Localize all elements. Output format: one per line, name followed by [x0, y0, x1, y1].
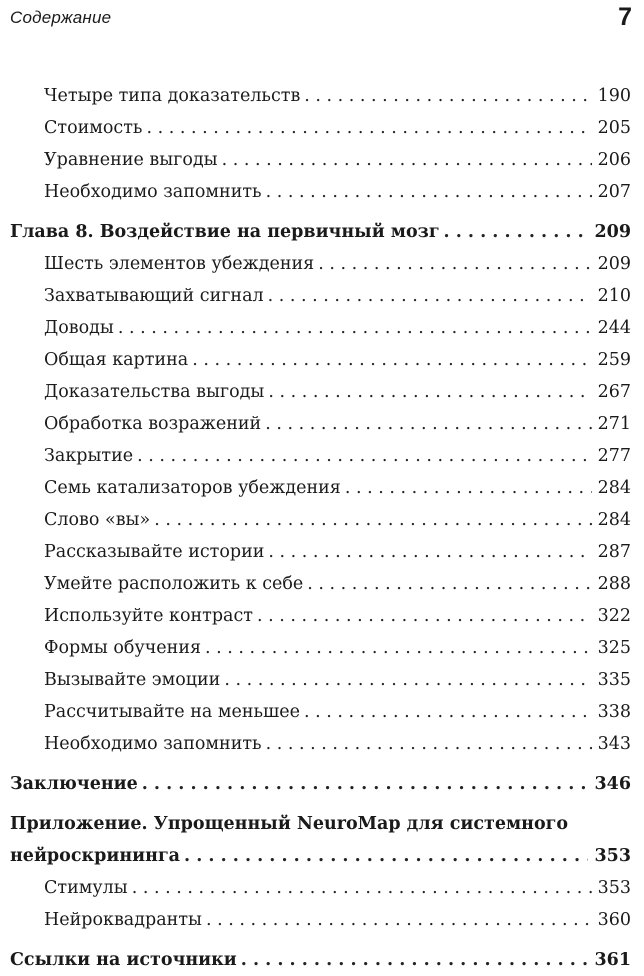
toc-entry[interactable]	[10, 872, 631, 904]
toc-appendix-line2	[10, 840, 631, 872]
toc-entry-title: Умейте расположить к себе	[44, 574, 304, 594]
toc-entry-page: 267	[597, 382, 631, 402]
toc-entry-page: 360	[597, 910, 631, 930]
leader-dots	[304, 696, 592, 728]
toc-entry-title: Общая картина	[44, 350, 189, 370]
toc-entry-title: Рассчитывайте на меньшее	[44, 702, 301, 722]
toc-entry-page: 325	[597, 638, 631, 658]
leader-dots	[222, 144, 592, 176]
leader-dots	[268, 376, 591, 408]
toc-entry[interactable]	[10, 440, 631, 472]
toc-entry-title: Слово «вы»	[44, 510, 151, 530]
leader-dots	[206, 904, 592, 936]
leader-dots	[205, 632, 592, 664]
toc-entry-page: 207	[597, 182, 631, 202]
leader-dots	[268, 280, 592, 312]
toc-entry-title: Нейроквадранты	[44, 910, 202, 930]
toc-entry-title: Закрытие	[44, 446, 134, 466]
toc-entry-title: Четыре типа доказательств	[44, 86, 301, 106]
toc-entry[interactable]	[10, 344, 631, 376]
leader-dots	[224, 664, 591, 696]
page-number: 7	[618, 3, 632, 31]
toc-entry[interactable]	[10, 728, 631, 760]
toc-appendix-title-line1: Приложение. Упрощенный NeuroMap для системного	[10, 814, 569, 834]
toc-entry[interactable]	[10, 112, 631, 144]
leader-dots	[265, 408, 591, 440]
toc-entry-page: 244	[597, 318, 631, 338]
toc-entry-page: 277	[597, 446, 631, 466]
toc-appendix[interactable]	[10, 808, 631, 872]
toc-chapter-page: 353	[594, 846, 631, 866]
toc-entry[interactable]	[10, 280, 631, 312]
toc-conclusion[interactable]	[10, 768, 631, 800]
toc-entry[interactable]	[10, 472, 631, 504]
toc-entry-title: Доводы	[44, 318, 114, 338]
toc-entry-page: 284	[597, 478, 631, 498]
table-of-contents	[10, 80, 631, 976]
leader-dots	[444, 216, 589, 248]
toc-entry-title: Формы обучения	[44, 638, 202, 658]
leader-dots	[192, 344, 591, 376]
toc-appendix-title-line2: нейроскрининга	[10, 846, 181, 866]
toc-entry-title: Семь катализаторов убеждения	[44, 478, 341, 498]
toc-chapter-title: Глава 8. Воздействие на первичный мозг	[10, 222, 440, 242]
toc-entry[interactable]	[10, 80, 631, 112]
toc-entry-title: Стоимость	[44, 118, 143, 138]
toc-entry-page: 209	[597, 254, 631, 274]
toc-entry-page: 353	[597, 878, 631, 898]
toc-entry-page: 338	[597, 702, 631, 722]
leader-dots	[257, 600, 592, 632]
toc-chapter-page: 209	[594, 222, 631, 242]
toc-entry-page: 335	[597, 670, 631, 690]
leader-dots	[304, 80, 591, 112]
leader-dots	[146, 112, 591, 144]
leader-dots	[307, 568, 591, 600]
leader-dots	[154, 504, 591, 536]
toc-entry[interactable]	[10, 504, 631, 536]
leader-dots	[345, 472, 592, 504]
toc-entry[interactable]	[10, 632, 631, 664]
leader-dots	[132, 872, 592, 904]
toc-entry-title: Необходимо запомнить	[44, 734, 262, 754]
toc-entry[interactable]	[10, 248, 631, 280]
toc-entry-title: Уравнение выгоды	[44, 150, 218, 170]
toc-entry-page: 190	[597, 86, 631, 106]
toc-entry-title: Доказательства выгоды	[44, 382, 265, 402]
leader-dots	[318, 248, 591, 280]
toc-entry[interactable]	[10, 408, 631, 440]
toc-entry-title: Захватывающий сигнал	[44, 286, 264, 306]
toc-entry-page: 284	[597, 510, 631, 530]
toc-chapter-title: Заключение	[10, 774, 138, 794]
leader-dots	[268, 536, 591, 568]
toc-chapter-8[interactable]	[10, 216, 631, 248]
toc-chapter-title: Ссылки на источники	[10, 950, 237, 970]
toc-entry[interactable]	[10, 312, 631, 344]
toc-entry[interactable]	[10, 600, 631, 632]
leader-dots	[266, 728, 592, 760]
toc-entry-page: 259	[597, 350, 631, 370]
toc-entry[interactable]	[10, 376, 631, 408]
toc-entry[interactable]	[10, 536, 631, 568]
toc-entry-title: Используйте контраст	[44, 606, 253, 626]
page-header	[0, 0, 644, 40]
toc-entry[interactable]	[10, 176, 631, 208]
toc-entry-title: Обработка возражений	[44, 414, 262, 434]
toc-chapter-page: 361	[594, 950, 631, 970]
toc-entry-title: Рассказывайте истории	[44, 542, 265, 562]
toc-entry[interactable]	[10, 568, 631, 600]
leader-dots	[266, 176, 592, 208]
toc-entry-title: Вызывайте эмоции	[44, 670, 221, 690]
leader-dots	[184, 840, 588, 872]
toc-entry[interactable]	[10, 696, 631, 728]
toc-entry-page: 271	[597, 414, 631, 434]
leader-dots	[142, 768, 589, 800]
leader-dots	[137, 440, 591, 472]
toc-entry-title: Необходимо запомнить	[44, 182, 262, 202]
running-title: Содержание	[10, 8, 112, 27]
toc-chapter-page: 346	[594, 774, 631, 794]
toc-entry[interactable]	[10, 904, 631, 936]
toc-entry[interactable]	[10, 664, 631, 696]
toc-entry-page: 288	[597, 574, 631, 594]
toc-entry-page: 287	[597, 542, 631, 562]
toc-references[interactable]	[10, 944, 631, 976]
leader-dots	[241, 944, 589, 976]
toc-entry-page: 322	[597, 606, 631, 626]
toc-entry-page: 343	[597, 734, 631, 754]
toc-entry-page: 206	[597, 150, 631, 170]
toc-entry-page: 205	[597, 118, 631, 138]
toc-entry-title: Шесть элементов убеждения	[44, 254, 315, 274]
leader-dots	[118, 312, 592, 344]
toc-entry-page: 210	[597, 286, 631, 306]
toc-entry[interactable]	[10, 144, 631, 176]
toc-entry-title: Стимулы	[44, 878, 128, 898]
